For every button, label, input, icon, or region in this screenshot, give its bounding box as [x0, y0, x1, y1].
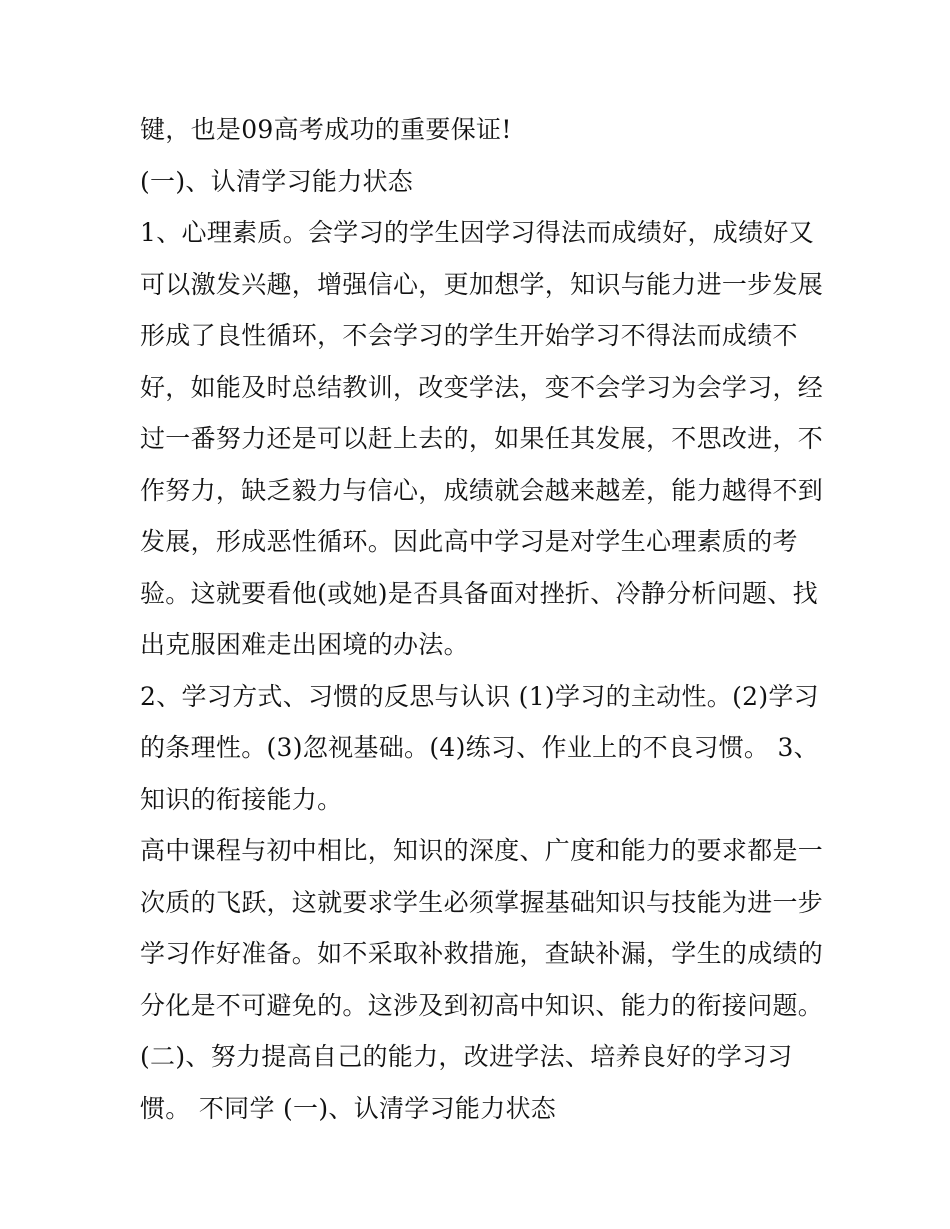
body-text: [140, 104, 824, 1134]
section-heading: (二)、努力提高自己的能力，改进学法、培养良好的学习习: [140, 1042, 793, 1071]
text-line: 1、心理素质。会学习的学生因学习得法而成绩好，成绩好又: [140, 218, 815, 247]
text-line: 2、学习方式、习惯的反思与认识 (1)学习的主动性。(2)学习: [140, 681, 819, 711]
text-line: 次质的飞跃，这就要求学生必须掌握基础知识与技能为进一步: [140, 887, 824, 917]
text-line: 形成了良性循环，不会学习的学生开始学习不得法而成绩不: [140, 321, 798, 350]
text-line: 验。这就要看他(或她)是否具备面对挫折、冷静分析问题、找: [140, 578, 818, 608]
text-line: 分化是不可避免的。这涉及到初高中知识、能力的衔接问题。: [140, 990, 824, 1020]
text-line: 高中课程与初中相比，知识的深度、广度和能力的要求都是一: [140, 836, 824, 865]
text-line: 作努力，缺乏毅力与信心，成绩就会越来越差，能力越得不到: [140, 475, 824, 505]
text-line: 的条理性。(3)忽视基础。(4)练习、作业上的不良习惯。 3、: [140, 733, 819, 762]
text-line: 知识的衔接能力。: [140, 784, 343, 814]
text-line: 可以激发兴趣，增强信心，更加想学，知识与能力进一步发展: [140, 269, 824, 299]
text-line: 过一番努力还是可以赶上去的，如果任其发展，不思改进，不: [140, 424, 824, 453]
text-line: 发展，形成恶性循环。因此高中学习是对学生心理素质的考: [140, 527, 798, 556]
text-line: 键，也是09高考成功的重要保证!: [140, 115, 512, 144]
section-heading: (一)、认清学习能力状态: [140, 166, 414, 196]
text-line: 惯。 不同学 (一)、认清学习能力状态: [140, 1093, 557, 1123]
text-line: 出克服困难走出困境的办法。: [140, 630, 469, 659]
text-line: 好，如能及时总结教训，改变学法，变不会学习为会学习，经: [140, 372, 824, 402]
text-line: 学习作好准备。如不采取补救措施，查缺补漏，学生的成绩的: [140, 939, 824, 968]
